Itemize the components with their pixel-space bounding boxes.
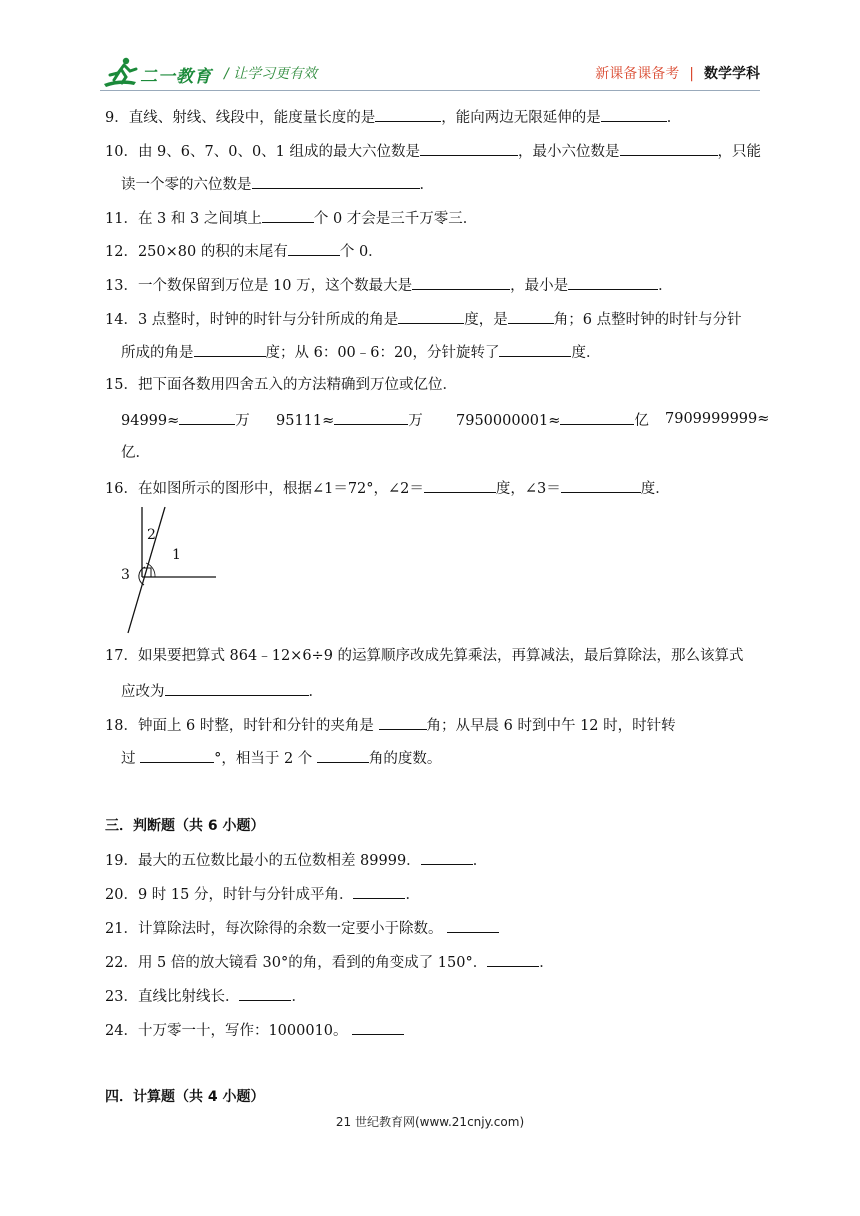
answer-blank[interactable] — [424, 477, 496, 493]
page-header — [100, 54, 760, 94]
question-19: 19．最大的五位数比最小的五位数相差 89999． ． — [105, 849, 487, 871]
answer-blank[interactable] — [252, 173, 420, 189]
header-right: 新课备课备考 | 数学学科 — [595, 66, 760, 82]
answer-blank[interactable] — [239, 985, 291, 1001]
answer-blank[interactable] — [412, 274, 510, 290]
question-18-cont: 过 °，相当于 2 个 角的度数。 — [121, 747, 441, 769]
answer-blank[interactable] — [601, 106, 667, 122]
section-3-title: 三．判断题（共 6 小题） — [105, 818, 265, 834]
slanted-line — [128, 507, 165, 633]
question-11: 11．在 3 和 3 之间填上 个 0 才会是三千万零三． — [105, 207, 477, 229]
answer-blank[interactable] — [620, 140, 718, 156]
answer-blank[interactable] — [568, 274, 658, 290]
question-13: 13．一个数保留到万位是 10 万，这个数最大是 ，最小是 ． — [105, 274, 673, 296]
question-12: 12．250×80 的积的末尾有 个 0． — [105, 240, 383, 262]
answer-blank[interactable] — [487, 951, 539, 967]
question-15-item-2: 95111≈ 万 — [276, 409, 423, 431]
answer-blank[interactable] — [398, 308, 464, 324]
question-24: 24．十万零一十，写作：1000010。 — [105, 1019, 404, 1041]
answer-blank[interactable] — [179, 409, 235, 425]
question-17: 17．如果要把算式 864﹣12×6÷9 的运算顺序改成先算乘法，再算减法，最后算除法，那么该算式 — [105, 648, 744, 664]
question-15-item-1: 94999≈ 万 — [121, 409, 250, 431]
question-14: 14．3 点整时，时钟的时针与分针所成的角是 度，是 角；6 点整时钟的时针与分针 — [105, 308, 742, 330]
question-15-item-4: 7909999999≈ — [665, 411, 770, 427]
section-4-title: 四．计算题（共 4 小题） — [105, 1089, 265, 1105]
answer-blank[interactable] — [447, 917, 499, 933]
answer-blank[interactable] — [560, 409, 634, 425]
answer-blank[interactable] — [379, 714, 427, 730]
answer-blank[interactable] — [288, 240, 340, 256]
answer-blank[interactable] — [165, 680, 309, 696]
answer-blank[interactable] — [317, 747, 369, 763]
question-10: 10．由 9、6、7、0、0、1 组成的最大六位数是 ，最小六位数是 ，只能 — [105, 140, 761, 162]
question-21: 21．计算除法时，每次除得的余数一定要小于除数。 — [105, 917, 499, 939]
question-14-cont: 所成的角是 度；从 6：00﹣6：20，分针旋转了 度． — [121, 341, 600, 363]
answer-blank[interactable] — [508, 308, 554, 324]
answer-blank[interactable] — [194, 341, 266, 357]
answer-blank[interactable] — [353, 883, 405, 899]
answer-blank[interactable] — [499, 341, 571, 357]
question-15: 15．把下面各数用四舍五入的方法精确到万位或亿位． — [105, 377, 457, 393]
question-10-cont: 读一个零的六位数是 ． — [121, 173, 434, 195]
page-footer: 21 世纪教育网(www.21cnjy.com) — [335, 1115, 525, 1129]
answer-blank[interactable] — [421, 849, 473, 865]
angle-figure — [118, 505, 228, 637]
question-18: 18．钟面上 6 时整，时针和分针的夹角是 角；从早晨 6 时到中午 12 时，时针转 — [105, 714, 676, 736]
question-23: 23．直线比射线长． ． — [105, 985, 306, 1007]
question-20: 20．9 时 15 分，时针与分针成平角． ． — [105, 883, 420, 905]
answer-blank[interactable] — [561, 477, 641, 493]
question-15-item-3: 7950000001≈ 亿 — [456, 409, 649, 431]
answer-blank[interactable] — [262, 207, 314, 223]
header-divider — [100, 90, 760, 91]
angle-label-1: 1 — [172, 547, 181, 563]
slogan: / 让学习更有效 — [224, 66, 318, 82]
question-16: 16．在如图所示的图形中，根据∠1＝72°，∠2＝ 度，∠3＝ 度． — [105, 477, 670, 499]
answer-blank[interactable] — [334, 409, 408, 425]
question-15-cont: 亿． — [121, 445, 150, 461]
question-9: 9．直线、射线、线段中，能度量长度的是 ，能向两边无限延伸的是 ． — [105, 106, 681, 128]
answer-blank[interactable] — [140, 747, 214, 763]
answer-blank[interactable] — [352, 1019, 404, 1035]
angle-label-2: 2 — [147, 527, 156, 543]
answer-blank[interactable] — [375, 106, 441, 122]
angle-label-3: 3 — [121, 567, 130, 583]
question-17-cont: 应改为 ． — [121, 680, 323, 702]
answer-blank[interactable] — [420, 140, 518, 156]
question-22: 22．用 5 倍的放大镜看 30°的角，看到的角变成了 150°． ． — [105, 951, 554, 973]
logo-text: 二一教育 — [140, 67, 212, 87]
